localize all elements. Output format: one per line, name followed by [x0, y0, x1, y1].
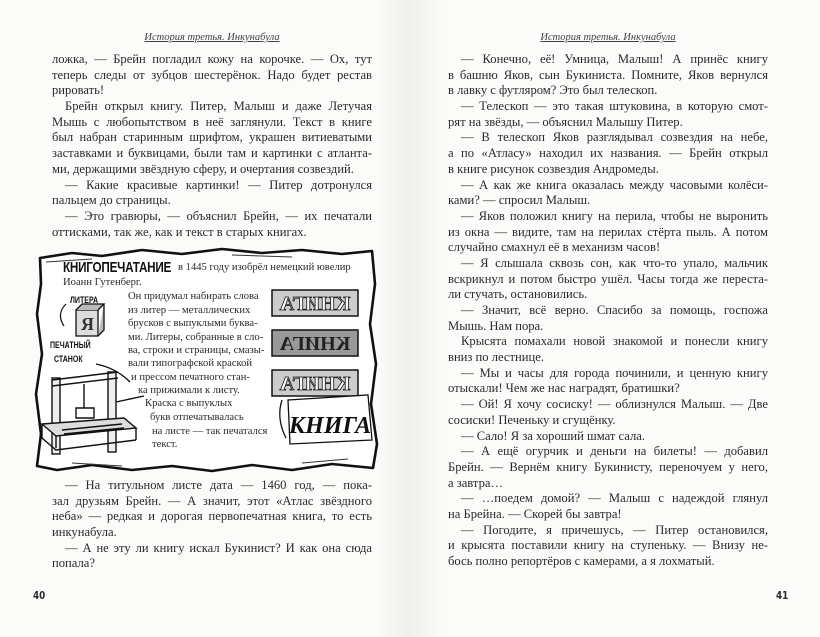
- printing-press-icon: [42, 364, 144, 454]
- box-text-line: букв отпечатывалась: [150, 412, 244, 423]
- text-line: — В телескоп Яков разглядывал созвездия на небе,: [461, 130, 768, 145]
- text-line: — Значит, всё верно. Спасибо за помощь, госпожа: [461, 303, 768, 317]
- text-line: заставками и буквицами, были там и картинки с атланта-: [52, 146, 372, 161]
- text-line: Брейн. — Вернём книгу Букинисту, переночуем у него,: [448, 459, 768, 474]
- text-line: — Мы и часы для города починили, и ценную книгу: [461, 365, 768, 380]
- text-line: Мышь. Нам пора.: [448, 318, 544, 333]
- text-line: в книге рисунок созвездия Андромеды.: [448, 161, 659, 176]
- text-line: — Это гравюры, — объяснил Брейн, — их печатали: [65, 208, 372, 223]
- paragraph: [448, 366, 768, 397]
- text-line: ками? — спросил Малыш.: [448, 193, 591, 208]
- paragraph: [52, 52, 372, 99]
- paragraph: [448, 256, 768, 303]
- paragraph: [448, 99, 768, 130]
- text-line: в лавку с футляром? Это был телескоп.: [448, 83, 658, 98]
- text-line: ли стучать, остановились.: [448, 287, 588, 302]
- text-line: неба» — редкая и дорогая первопечатная книга, то есть: [52, 509, 372, 524]
- text-line: теперь следы от зубцов шестерёнок. Надо будет рестав: [52, 67, 372, 82]
- box-intro: в 1445 году изобрёл немецкий ювелир: [178, 262, 351, 273]
- right-page: [410, 0, 820, 637]
- paragraph: [448, 52, 768, 99]
- label-press: ПЕЧАТНЫЙ: [50, 340, 91, 350]
- paragraph: [448, 429, 768, 445]
- text-line: и крысята поставили книгу на ступеньку. — Внизу не-: [448, 538, 768, 553]
- text-line: Мышь с любопытством в неё заглянули. Текст в книге: [52, 114, 372, 129]
- page-number: 41: [776, 589, 789, 602]
- text-line: — А ещё огурчик и деньги на билеты! — добавил: [461, 444, 768, 459]
- box-text-line: ка прижимали к листу.: [138, 385, 240, 396]
- box-text-line: из литер — металлических: [128, 305, 251, 316]
- text-line: попала?: [52, 556, 95, 571]
- paragraph: [448, 209, 768, 256]
- paragraph: [448, 334, 768, 365]
- text-line: ложка, — Брейн погладил кожу на корочке. — Ох, тут: [52, 52, 372, 66]
- box-text-line: на листе — так печатался: [152, 426, 268, 437]
- text-line: в башню Яков, сын Букиниста. Помните, Яков вернулся: [448, 67, 768, 82]
- text-line: пальцем до страницы.: [52, 193, 171, 208]
- type-blocks-icon: [272, 290, 358, 396]
- box-intro: Иоанн Гутенберг.: [63, 277, 142, 288]
- paragraph: [52, 178, 372, 209]
- text-line: ми, держащими звёздную сферу, и очертания созвездий.: [52, 161, 354, 176]
- text-block-bottom: [52, 478, 372, 572]
- paragraph: [52, 478, 372, 541]
- paragraph: [52, 209, 372, 240]
- type-letter-icon: [60, 304, 104, 336]
- text-line: из окна — видите, там на перилах стёрта пыль. А потом: [448, 224, 768, 239]
- text-line: — Какие красивые картинки! — Питер дотронулся: [65, 177, 372, 192]
- printed-word: КНИГА: [288, 413, 372, 439]
- paragraph: [448, 130, 768, 177]
- running-head: История третья. Инкунабула: [540, 32, 676, 43]
- text-line: — На титульном листе дата — 1460 год, — пока-: [65, 478, 372, 492]
- box-text-line: ми. Литеры, собранные в сло-: [128, 332, 264, 343]
- text-line: а завтра…: [448, 475, 504, 490]
- svg-text:КНИГА: КНИГА: [279, 373, 351, 395]
- text-line: — Конечно, её! Умница, Малыш! А принёс книгу: [461, 52, 768, 66]
- paragraph: [52, 99, 372, 177]
- text-line: — Яков положил книгу на перила, чтобы не выронить: [461, 208, 768, 223]
- paragraph: [448, 523, 768, 570]
- box-text-line: текст.: [152, 439, 178, 450]
- paragraph: [448, 303, 768, 334]
- svg-text:Я: Я: [81, 314, 94, 334]
- text-block-top: [52, 52, 372, 240]
- paragraph: [448, 178, 768, 209]
- box-text-line: и прессом печатного стан-: [131, 372, 250, 383]
- text-line: вниз по лестнице.: [448, 350, 544, 365]
- text-line: зал друзьям Брейн. — А значит, этот «Атлас звёздного: [52, 493, 372, 508]
- paragraph: [448, 397, 768, 428]
- text-line: инкунабула.: [52, 525, 117, 540]
- text-line: вскрикнул и потом быстро ушёл. Часы тогда же переста-: [448, 271, 768, 286]
- text-line: бось полно репортёров с камерами, а я лохматый.: [448, 554, 715, 568]
- text-line: а по «Атласу» находил их названия. — Брейн открыл: [448, 146, 768, 161]
- label-letter: ЛИТЕРА: [70, 295, 99, 305]
- text-block: [448, 52, 768, 570]
- svg-text:КНИГА: КНИГА: [279, 333, 351, 355]
- text-line: рировать!: [52, 83, 105, 98]
- text-line: Крысята помахали новой знакомой и понесли книгу: [461, 334, 768, 349]
- box-text-line: брусков с выпуклыми буква-: [128, 318, 258, 329]
- page-number: 40: [33, 589, 46, 602]
- text-line: был набран старинным шрифтом, украшен витиеватыми: [52, 130, 372, 145]
- text-line: — Ой! Я хочу сосиску! — облизнулся Малыш. — Две: [461, 397, 768, 412]
- info-box-printing: [32, 244, 380, 476]
- printed-sheet-icon: [280, 395, 372, 444]
- paragraph: [448, 491, 768, 522]
- text-line: — Я слышала сквозь сон, как что-то упало, мальчик: [461, 255, 768, 270]
- text-line: на Брейна. — Скорей бы завтра!: [448, 506, 622, 521]
- svg-text:КНИГА: КНИГА: [279, 293, 351, 315]
- text-line: — …поедем домой? — Малыш с надеждой глянул: [461, 491, 768, 506]
- running-head: История третья. Инкунабула: [144, 32, 280, 43]
- label-press: СТАНОК: [54, 354, 83, 364]
- box-text-line: Он придумал набирать слова: [128, 291, 259, 302]
- text-line: сосиски! Печеньку и сгущёнку.: [448, 412, 616, 427]
- text-line: — А как же книга оказалась между часовыми колёси-: [461, 177, 768, 192]
- box-text-line: ва, строки и страницы, смазы-: [128, 345, 265, 356]
- box-text-line: Краска с выпуклых: [145, 398, 233, 409]
- text-line: отыскали! Чем же нас наградят, братишки?: [448, 381, 680, 396]
- text-line: — Телескоп — это такая штуковина, в которую смот-: [461, 99, 768, 114]
- text-line: оттисками, так же, как и текст в старых книгах.: [52, 224, 307, 239]
- text-line: Брейн открыл книгу. Питер, Малыш и даже Летучая: [65, 99, 372, 114]
- box-text-line: вали типографской краской: [128, 358, 253, 369]
- text-line: — Сало! Я за хороший шмат сала.: [461, 428, 646, 443]
- text-line: случайно смахнул её в механизм часов!: [448, 240, 661, 255]
- text-line: — Погодите, я причешусь, — Питер остановился,: [461, 522, 768, 537]
- box-title: КНИГОПЕЧАТАНИЕ: [63, 259, 172, 276]
- text-line: рят на звёзды, — объяснил Малышу Питер.: [448, 114, 683, 129]
- paragraph: [448, 444, 768, 491]
- text-line: — А не эту ли книгу искал Букинист? И как она сюда: [65, 540, 372, 555]
- paragraph: [52, 541, 372, 572]
